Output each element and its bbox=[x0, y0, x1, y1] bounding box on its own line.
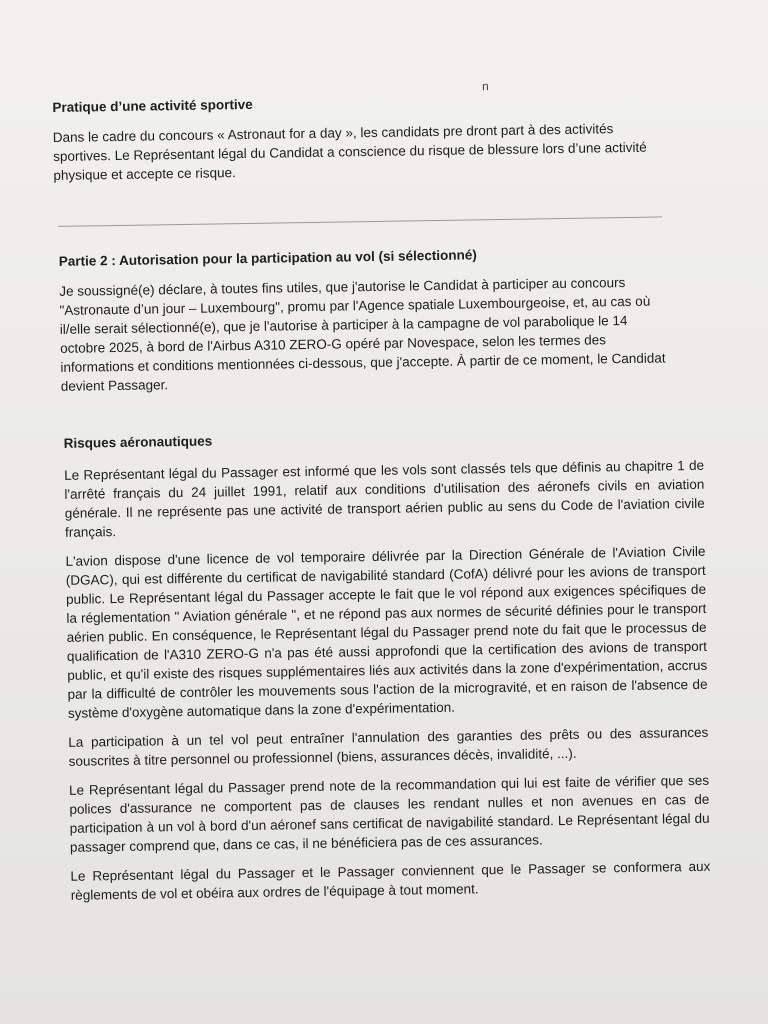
risk-paragraph: La participation à un tel vol peut entraîner l'annulation des garanties des prêts ou des assurances souscrites à titre personnel ou professionnel (biens, assurances décès, invalidité, ...). bbox=[68, 724, 709, 769]
risk-paragraph: Le Représentant légal du Passager prend note de la recommandation qui lui est faite de vérifier que ses polices d'assurance ne comportent pas de clauses les rendant nulles et non avenues en cas de participation à un vol à bord d'un aéronef sans certificat de navigabilité standard. Le Représentant légal du passager comprend que, dans ce cas, il ne bénéficiera pas de ces assurances. bbox=[68, 772, 710, 855]
section-title-authorization: Partie 2 : Autorisation pour la participation au vol (si sélectionné) bbox=[58, 247, 477, 269]
section-title-risks: Risques aéronautiques bbox=[63, 433, 213, 451]
document-page bbox=[52, 74, 711, 903]
page-mark: n bbox=[481, 79, 489, 94]
section-divider bbox=[58, 216, 662, 226]
section-body-authorization: Je soussigné(e) déclare, à toutes fins utiles, que j'autorise le Candidat à participer au concours "Astronaute d’un jour – Luxembourg", promu par l'Agence spatiale Luxembourgeoise, et, au cas où il/elle serait sélectionné(e), que je l'autorise à participer à la campagne de vol parabolique le 14 octobre 2025, à bord de l'Airbus A310 ZERO-G opéré par Novespace, selon les termes des informations et conditions mentionnées ci-dessous, que j'accepte. À partir de ce moment, le Candidat devient Passager. bbox=[59, 275, 666, 394]
section-body-sport: Dans le cadre du concours « Astronaut for a day », les candidats pre dront part à des activités sportives. Le Représentant légal du Candidat a conscience du risque de blessure lors d’une activité physique et accepte ce risque. bbox=[52, 121, 647, 183]
section-title-sport: Pratique d’une activité sportive bbox=[52, 96, 253, 115]
risk-paragraph: Le Représentant légal du Passager et le Passager conviennent que le Passager se conformera aux règlements de vol et obéira aux ordres de l'équipage à tout moment. bbox=[70, 858, 711, 903]
risk-paragraph: Le Représentant légal du Passager est informé que les vols sont classés tels que définis au chapitre 1 de l'arrêté français du 24 juillet 1991, relatif aux conditions d'utilisation des aéronefs civils en aviation générale. Il ne représente pas une activité de transport aérien public au sens du Code de l'aviation civile français. bbox=[64, 457, 705, 540]
risk-paragraph: L'avion dispose d'une licence de vol temporaire délivrée par la Direction Générale de l'Aviation Civile (DGAC), qui est différente du certificat de navigabilité standard (CofA) délivré pour les avions de transport public. Le Représentant légal du Passager accepte le fait que le vol répond aux exigences spécifiques de la réglementation " Aviation générale ", et ne répond pas aux normes de sécurité définies pour le transport aérien public. En conséquence, le Représentant légal du Passager prend note du fait que le processus de qualification de l'A310 ZERO-G n'a pas été aussi approfondi que la certification des avions de transport public, et qu'il existe des risques supplémentaires liés aux activités dans la zone d'expérimentation, accrus par la difficulté de contrôler les mouvements sous l'action de la microgravité, et en raison de l'absence de système d'oxygène automatique dans la zone d'expérimentation. bbox=[65, 543, 708, 721]
risks-paragraphs bbox=[64, 456, 711, 915]
